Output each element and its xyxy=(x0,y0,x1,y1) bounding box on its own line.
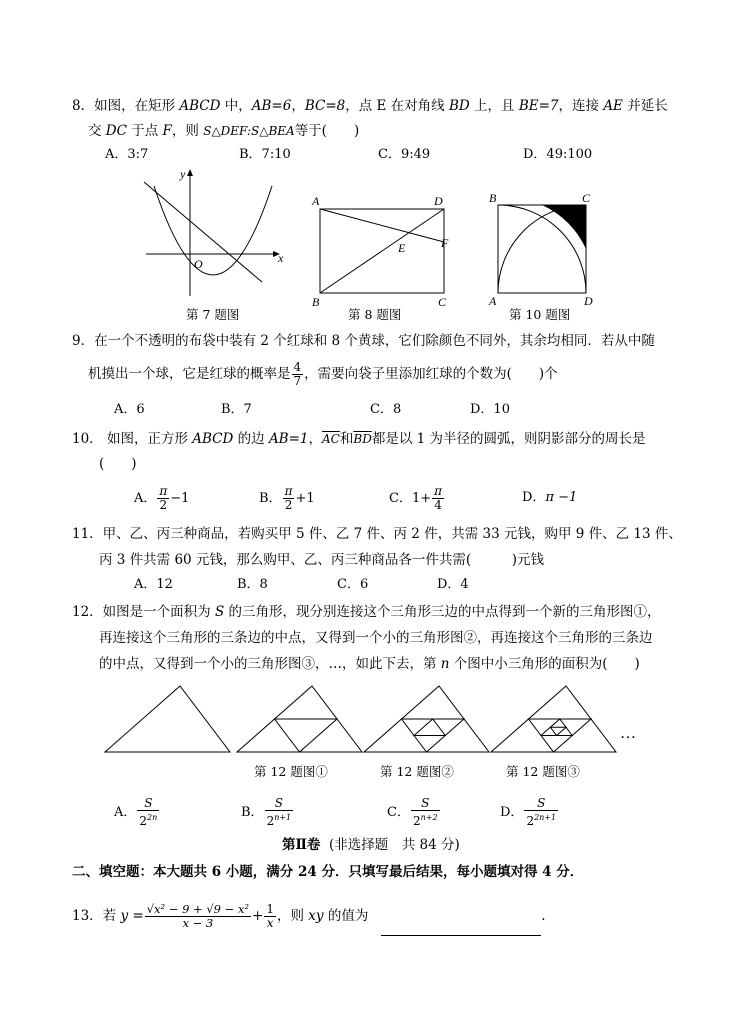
q12-line1: 12．如图是一个面积为 S 的三角形，现分别连接这个三角形三边的中点得到一个新的三角形图①， xyxy=(72,604,661,620)
q12-figures xyxy=(100,682,660,757)
fig7-label-x: x xyxy=(278,251,284,265)
q8-line2: 交 DC 于点 F，则 S△DEF:S△BEA等于( ) xyxy=(88,123,360,139)
q12-option-c: C． $\frac{S}{2^{n+2}}$ xyxy=(387,796,438,828)
q13-line: 13．若 y = $\frac{\text{√x² − 9 + √9 − x²}}{x - 3}$ + $\frac{1}{x}$ ，则 xy 的值为 . xyxy=(72,896,546,936)
fig8-label-d: D xyxy=(434,194,443,208)
q13-fraction-1: $\frac{\text{√x² − 9 + √9 − x²}}{x - 3}$ xyxy=(146,902,250,930)
q12-caption-1: 第 12 题图① xyxy=(254,764,328,779)
q12-option-d: D． $\frac{S}{2^{2n+1}}$ xyxy=(500,796,557,828)
fig10-label-c: C xyxy=(582,191,591,205)
q12-caption-2: 第 12 题图② xyxy=(380,764,454,779)
q8-option-a: A．3:7 xyxy=(105,147,149,162)
fig10-label-d: D xyxy=(584,294,593,308)
q13-fraction-2: $\frac{1}{x}$ xyxy=(266,902,274,930)
q9-option-a: A．6 xyxy=(114,402,145,417)
q9-option-b: B．7 xyxy=(221,402,252,417)
figure-10 xyxy=(486,188,598,310)
section2-heading: 第Ⅱ卷 (非选择题 共 84 分) xyxy=(282,837,460,853)
q8-option-c: C．9:49 xyxy=(378,147,431,162)
q10-option-b: B． $\frac{\pi}{2}$ +1 xyxy=(259,484,315,512)
fig8-line-af xyxy=(320,209,444,242)
q11-option-d: D．4 xyxy=(437,577,469,592)
q11-option-b: B．8 xyxy=(237,577,268,592)
q12-figure-2 xyxy=(364,686,489,752)
fig7-label-y: y xyxy=(180,167,186,181)
fig8-label-c: C xyxy=(438,295,447,309)
q12-option-b: B． $\frac{S}{2^{n+1}}$ xyxy=(241,796,292,828)
q9-probability: $\frac{4}{7}$ xyxy=(293,360,302,388)
q12-caption-3: 第 12 题图③ xyxy=(506,764,580,779)
q10-option-d: D．π −1 xyxy=(522,490,578,505)
fig10-caption: 第 10 题图 xyxy=(509,307,571,322)
fig8-label-b: B xyxy=(312,295,320,309)
q12-triangle-base xyxy=(105,686,230,752)
fig8-caption: 第 8 题图 xyxy=(348,307,402,322)
q13-answer-blank[interactable] xyxy=(381,921,541,936)
fig7-line xyxy=(144,182,262,282)
arc-ac: $\overline{AC}$ xyxy=(322,432,340,446)
fig10-label-a: A xyxy=(489,294,497,308)
q11-line2: 丙 3 件共需 60 元钱，那么购甲、乙、丙三种商品各一件共需( )元钱 xyxy=(99,552,544,568)
q12-line3: 的中点，又得到一个小的三角形图③，…，如此下去，第 n 个图中小三角形的面积为( ) xyxy=(99,656,640,672)
q10-line1: 10． 如图，正方形 ABCD 的边 AB=1，$\overline{AC}$和$\overline{BD}$都是以 1 为半径的圆弧，则阴影部分的周长是 xyxy=(72,431,646,447)
fig8-label-e: E xyxy=(398,241,406,255)
fig7-label-o: O xyxy=(194,257,203,271)
section2-part-title: 二、填空题：本大题共 6 小题，满分 24 分．只填写最后结果，每小题填对得 4 分． xyxy=(72,864,584,880)
q12-line2: 再连接这个三角形的三条边的中点，又得到一个小的三角形图②，再连接这个三角形的三条边 xyxy=(99,630,653,646)
fig8-diagonal-bd xyxy=(320,209,444,293)
q12-ellipsis: … xyxy=(620,725,636,742)
q12-figure-1 xyxy=(237,686,362,752)
q8-line1: 8．如图，在矩形 ABCD 中，AB=6，BC=8，点 E 在对角线 BD 上，且 BE=7，连接 AE 并延长 xyxy=(72,98,668,114)
q9-option-c: C．8 xyxy=(370,402,402,417)
q11-option-c: C．6 xyxy=(337,577,369,592)
q9-line2: 机摸出一个球，它是红球的概率是 $\frac{4}{7}$ ，需要向袋子里添加红球的个数为( )个 xyxy=(88,360,558,388)
fig7-y-arrow xyxy=(187,169,193,176)
q12-option-a: A． $\frac{S}{2^{2n}}$ xyxy=(114,796,158,828)
figure-7 xyxy=(140,164,290,304)
q10-line2: ( ) xyxy=(99,456,137,472)
fig8-label-a: A xyxy=(312,194,320,208)
q11-option-a: A．12 xyxy=(134,577,173,592)
arc-bd: $\overline{BD}$ xyxy=(353,432,372,446)
q9-option-d: D．10 xyxy=(470,402,510,417)
fig7-caption: 第 7 题图 xyxy=(186,307,240,322)
q9-line1: 9．在一个不透明的布袋中装有 2 个红球和 8 个黄球，它们除颜色不同外，其余均相同．若从中随 xyxy=(72,333,655,349)
q10-option-a: A． $\frac{\pi}{2}$ −1 xyxy=(134,484,190,512)
q8-option-b: B．7:10 xyxy=(239,147,291,162)
q12-figure-3 xyxy=(491,686,616,752)
fig8-label-f: F xyxy=(441,236,449,250)
fig10-label-b: B xyxy=(489,191,497,205)
fig7-parabola xyxy=(154,186,272,275)
q8-option-d: D．49:100 xyxy=(523,147,593,162)
q10-option-c: C．1+ $\frac{\pi}{4}$ xyxy=(389,484,443,512)
fig10-shaded-region xyxy=(542,205,586,249)
figure-8 xyxy=(308,192,468,310)
q11-line1: 11．甲、乙、丙三种商品，若购买甲 5 件、乙 7 件、丙 2 件，共需 33 元钱，购甲 9 件、乙 13 件、 xyxy=(72,526,682,542)
